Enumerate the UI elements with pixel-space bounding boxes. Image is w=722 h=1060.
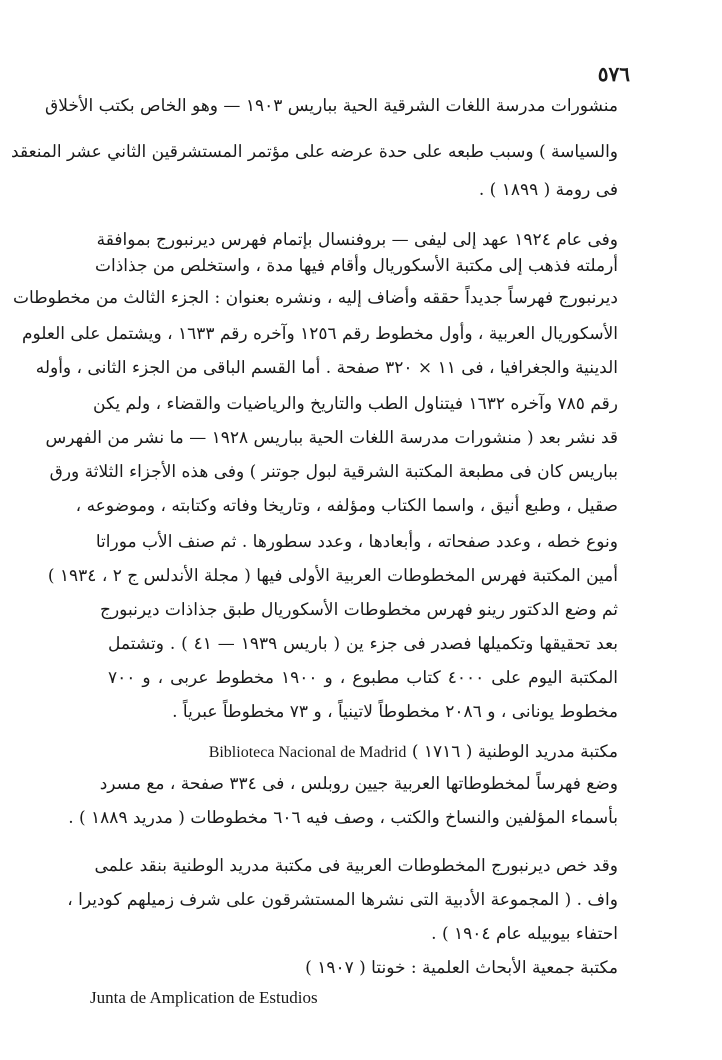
text-line: ونوع خطه ، وعدد صفحاته ، وأبعادها ، وعدد سطورها . ثم صنف الأب موراتا xyxy=(95,532,618,552)
text-line: واف . ( المجموعة الأدبية التى نشرها المستشرقون على شرف زميلهم كوديرا ، xyxy=(67,890,618,910)
text-line: مخطوط يونانى ، و ٢٠٨٦ مخطوطاً لاتينياً ، و ٧٣ مخطوطاً عبرياً . xyxy=(172,702,618,722)
madrid-heading-arabic: مكتبة مدريد الوطنية ( ١٧١٦ ) xyxy=(411,742,618,762)
text-line: بباريس كان فى مطبعة المكتبة الشرقية لبول جوتنر ) وفى هذه الأجزاء الثلاثة ورق xyxy=(49,462,618,482)
text-line: وقد خص ديرنبورج المخطوطات العربية فى مكتبة مدريد الوطنية بنقد علمى xyxy=(94,856,618,876)
text-line: احتفاء بيوبيله عام ١٩٠٤ ) . xyxy=(431,924,618,944)
section-heading-junta: مكتبة جمعية الأبحاث العلمية : خونتا ( ١٩٠٧ ) xyxy=(305,958,618,978)
text-line: بأسماء المؤلفين والنساخ والكتب ، وصف فيه ٦٠٦ مخطوطات ( مدريد ١٨٨٩ ) . xyxy=(68,808,618,828)
text-line: الدينية والجغرافيا ، فى ١١ × ٣٢٠ صفحة . أما القسم الباقى من الجزء الثانى ، وأوله xyxy=(35,358,618,378)
text-line: رقم ٧٨٥ وآخره ١٦٣٢ فيتناول الطب والتاريخ والرياضيات والقضاء ، ولم يكن xyxy=(93,394,618,414)
junta-latin-title: Junta de Amplication de Estudios xyxy=(90,988,318,1007)
text-line: منشورات مدرسة اللغات الشرقية الحية بباريس ١٩٠٣ — وهو الخاص بكتب الأخلاق xyxy=(45,96,618,116)
text-line: وضع فهرساً لمخطوطاتها العربية جيين روبلس ، فى ٣٣٤ صفحة ، مع مسرد xyxy=(99,774,618,794)
text-line: قد نشر بعد ( منشورات مدرسة اللغات الحية بباريس ١٩٢٨ — ما نشر من الفهرس xyxy=(45,428,618,448)
text-line: فى رومة ( ١٨٩٩ ) . xyxy=(478,180,618,200)
text-line: المكتبة اليوم على ٤٠٠٠ كتاب مطبوع ، و ١٩٠٠ مخطوط عربى ، و ٧٠٠ xyxy=(108,668,618,688)
madrid-heading-latin: Biblioteca Nacional de Madrid xyxy=(208,744,407,761)
section-heading-madrid xyxy=(108,744,618,761)
page-number: ٥٧٦ xyxy=(597,62,630,86)
text-line: ديرنبورج فهرساً جديداً حققه وأضاف إليه ، ونشره بعنوان : الجزء الثالث من مخطوطات xyxy=(12,288,618,308)
text-line: والسياسة ) وسبب طبعه على حدة عرضه على مؤتمر المستشرقين الثاني عشر المنعقد xyxy=(11,142,618,162)
text-line: أمين المكتبة فهرس المخطوطات العربية الأولى فيها ( مجلة الأندلس ج ٢ ، ١٩٣٤ ) xyxy=(47,566,618,586)
text-line: بعد تحقيقها وتكميلها فصدر فى جزء ين ( باريس ١٩٣٩ — ٤١ ) . وتشتمل xyxy=(108,634,619,654)
text-line: أرملته فذهب إلى مكتبة الأسكوريال وأقام فيها مدة ، واستخلص من جذاذات xyxy=(95,256,618,276)
text-line: وفى عام ١٩٢٤ عهد إلى ليفى — بروفنسال بإتمام فهرس ديرنبورج بموافقة xyxy=(96,230,618,250)
text-line: صقيل ، وطبع أنيق ، واسما الكتاب ومؤلفه ، وتاريخا وفاته وكتابته ، وموضوعه ، xyxy=(75,496,618,516)
text-line: الأسكوريال العربية ، وأول مخطوط رقم ١٢٥٦ وآخره رقم ١٦٣٣ ، ويشتمل على العلوم xyxy=(21,324,618,344)
text-line: ثم وضع الدكتور رينو فهرس مخطوطات الأسكوريال طبق جذاذات ديرنبورج xyxy=(100,600,618,620)
